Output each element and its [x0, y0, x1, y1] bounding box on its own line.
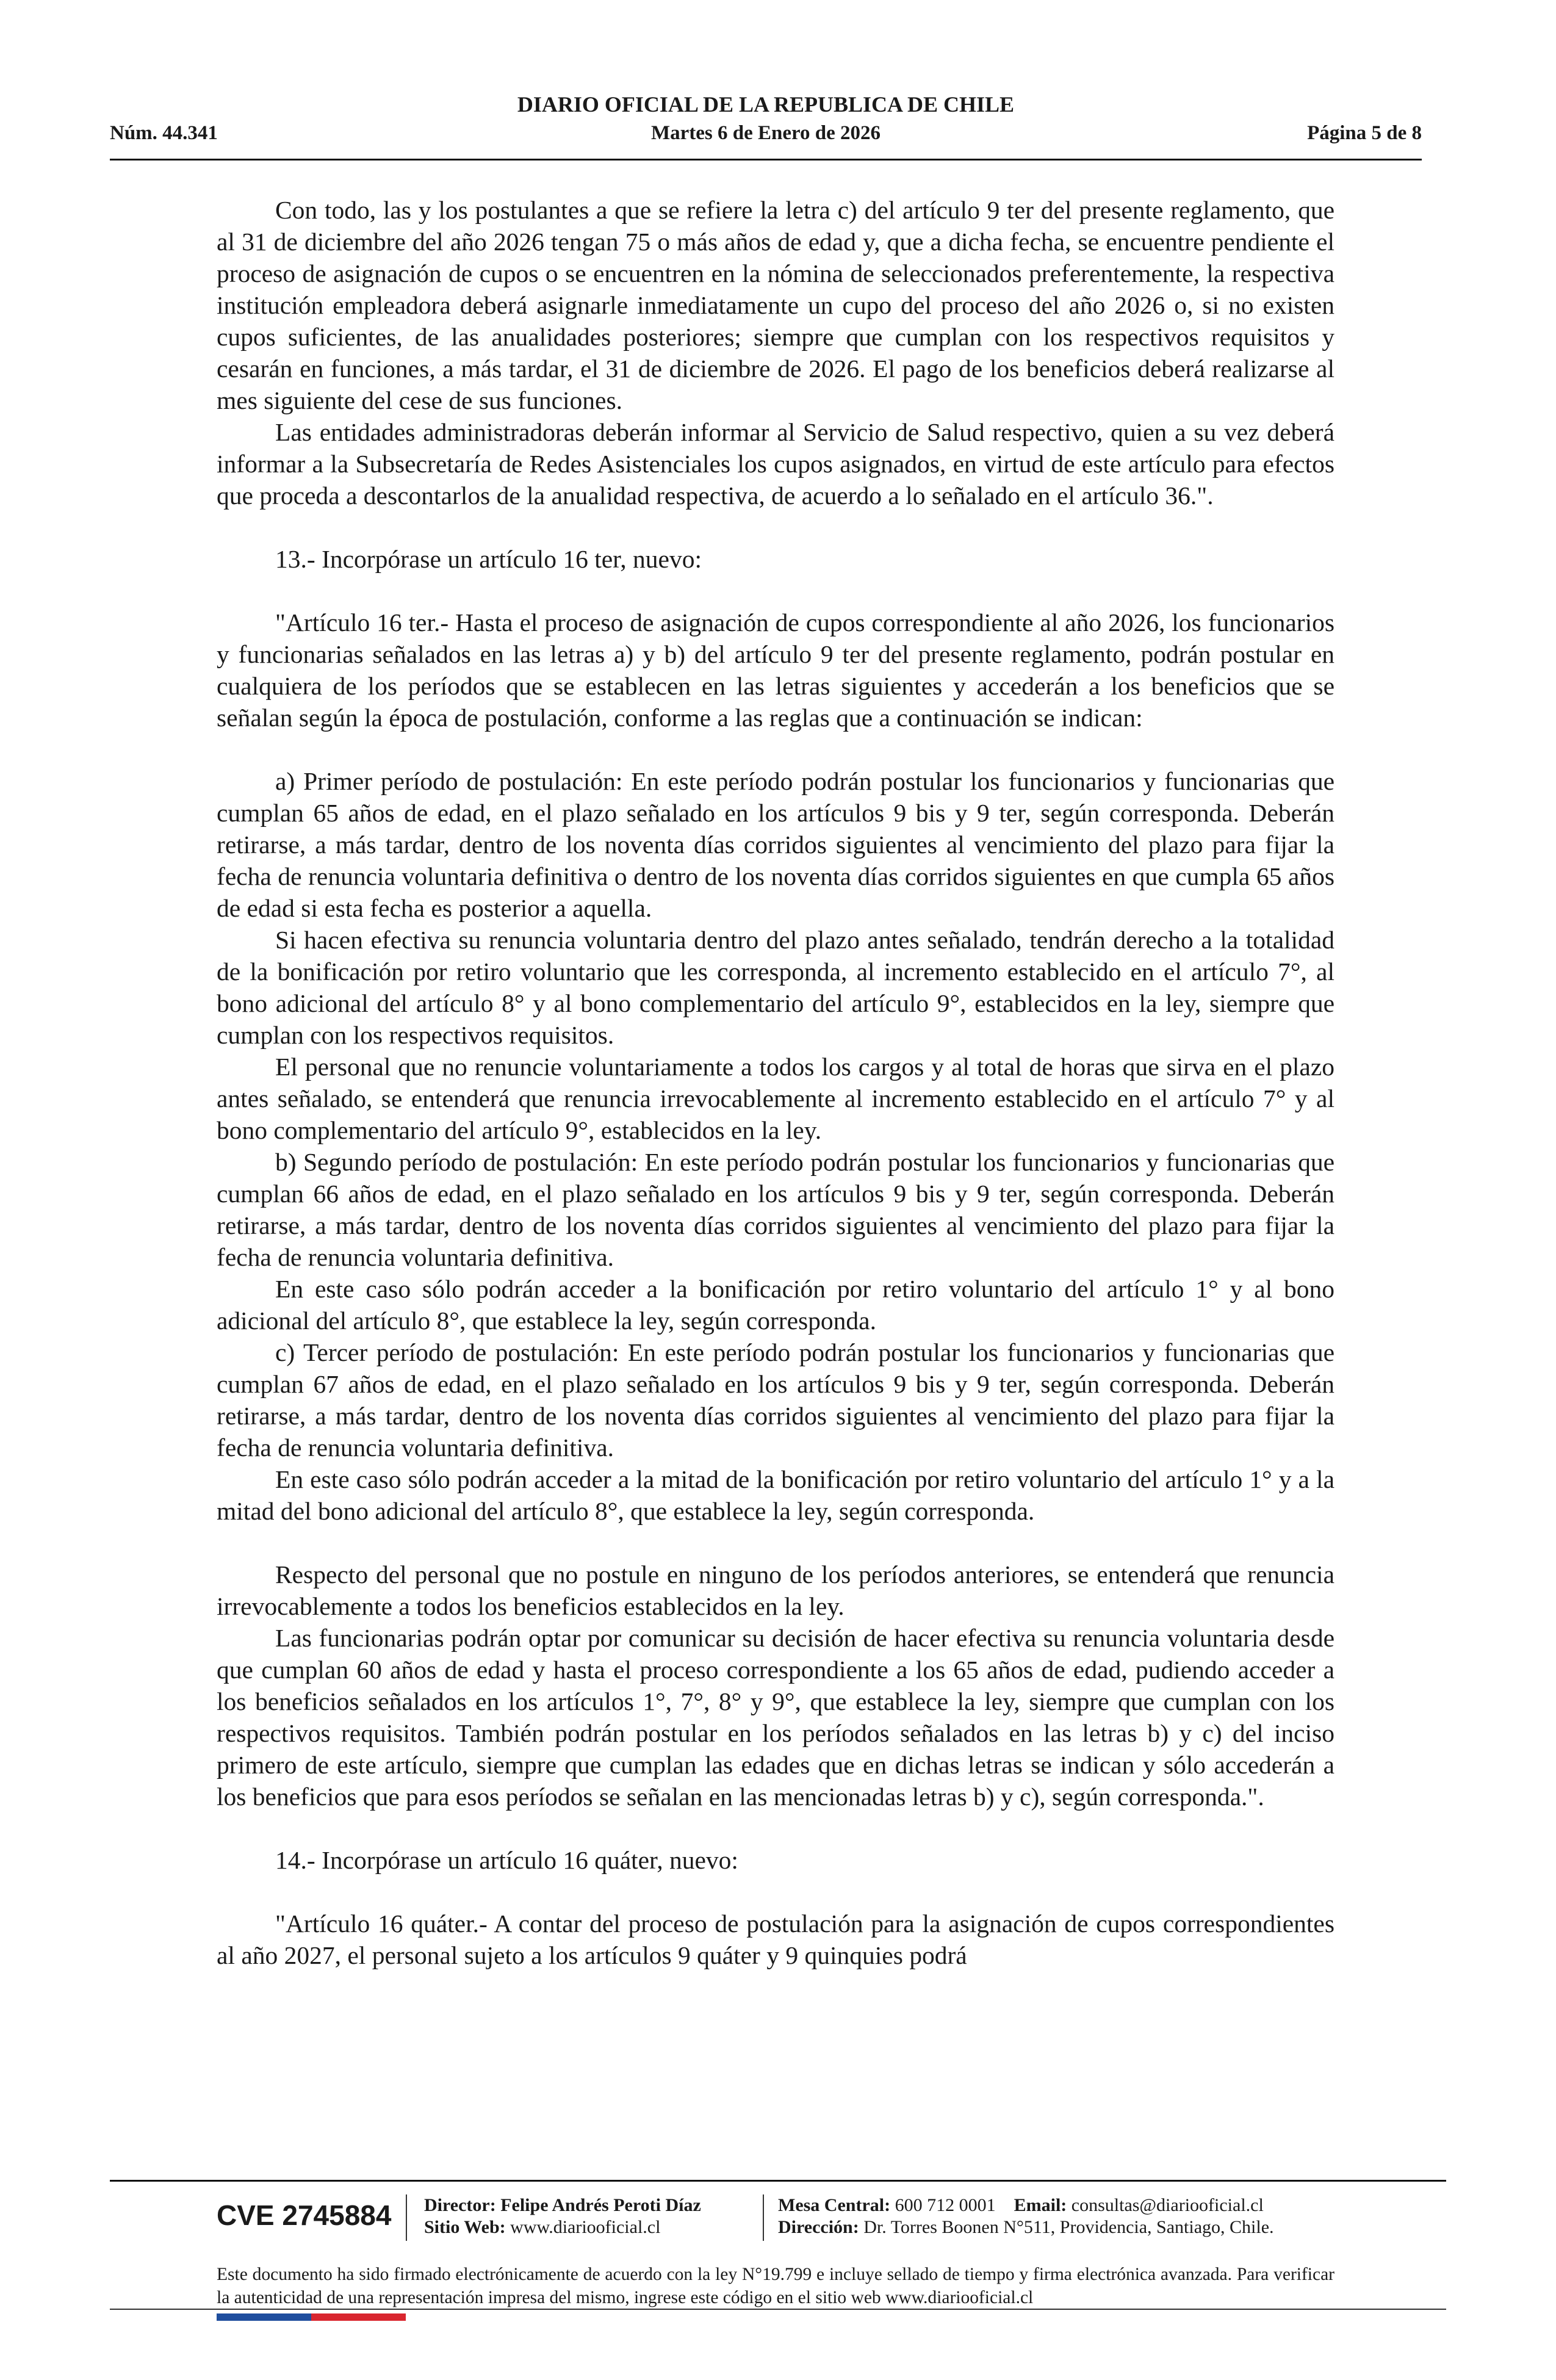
paragraph: Respecto del personal que no postule en ninguno de los períodos anteriores, se entenderá que renuncia irrevocablemente a todos los beneficios establecidos en la ley.	[217, 1560, 1334, 1620]
phone-number: 600 712 0001	[895, 2195, 996, 2215]
page-header	[110, 92, 1422, 160]
director-block	[424, 2194, 701, 2238]
paragraph: Con todo, las y los postulantes a que se refiere la letra c) del artículo 9 ter del presente reglamento, que al 31 de diciembre del año 2026 tengan 75 o más años de edad y, que a dicha fecha, se encuentre pendiente el proceso de asignación de cupos o se encuentren en la nómina de seleccionados preferentemente, la respectiva institución empleadora deberá asignarle inmediatamente un cupo del proceso del año 2026 o, si no existen cupos suficientes, de las anualidades posteriores; siempre que cumplan con los respectivos requisitos y cesarán en funciones, a más tardar, el 31 de diciembre de 2026. El pago de los beneficios deberá realizarse al mes siguiente del cese de sus funciones.	[217, 196, 1334, 414]
director-name: Felipe Andrés Peroti Díaz	[500, 2195, 701, 2215]
paragraph: Si hacen efectiva su renuncia voluntaria dentro del plazo antes señalado, tendrán derecho a la totalidad de la bonificación por retiro voluntario que les corresponda, al incremento establecido en el artículo 7°, al bono adicional del artículo 8° y al bono complementario del artículo 9°, establecidos en la ley, siempre que cumplan con los respectivos requisitos.	[217, 926, 1334, 1049]
director-label: Director:	[424, 2195, 496, 2215]
email-link[interactable]: consultas@diariooficial.cl	[1071, 2195, 1264, 2215]
paragraph: En este caso sólo podrán acceder a la mitad de la bonificación por retiro voluntario del artículo 1° y a la mitad del bono adicional del artículo 8°, que establece la ley, según corresponda.	[217, 1465, 1334, 1525]
document-body	[217, 194, 1334, 1971]
contact-block	[778, 2194, 1274, 2238]
paragraph: c) Tercer período de postulación: En este período podrán postular los funcionarios y funcionarias que cumplan 67 años de edad, en el plazo señalado en los artículos 9 bis y 9 ter, según corresponda. Deberán retirarse, a más tardar, dentro de los noventa días corridos siguientes al vencimiento del plazo para fijar la fecha de renuncia voluntaria definitiva.	[217, 1338, 1334, 1462]
website-label: Sitio Web:	[424, 2217, 506, 2237]
address-label: Dirección:	[778, 2217, 859, 2237]
paragraph: 14.- Incorpórase un artículo 16 quáter, nuevo:	[275, 1846, 738, 1874]
address-text: Dr. Torres Boonen N°511, Providencia, Santiago, Chile.	[863, 2217, 1274, 2237]
paragraph: a) Primer período de postulación: En este período podrán postular los funcionarios y funcionarias que cumplan 65 años de edad, en el plazo señalado en los artículos 9 bis y 9 ter, según corresponda. Deberán retirarse, a más tardar, dentro de los noventa días corridos siguientes al vencimiento del plazo para fijar la fecha de renuncia voluntaria definitiva o dentro de los noventa días corridos siguientes en que cumpla 65 años de edad si esta fecha es posterior a aquella.	[217, 767, 1334, 922]
website-link[interactable]: www.diariooficial.cl	[510, 2217, 661, 2237]
paragraph: El personal que no renuncie voluntariamente a todos los cargos y al total de horas que sirva en el plazo antes señalado, se entenderá que renuncia irrevocablemente al incremento establecido en el artículo 7° y al bono complementario del artículo 9°, establecidos en la ley.	[217, 1053, 1334, 1144]
flag-stripe	[217, 2313, 406, 2321]
flag-stripe-blue	[217, 2313, 311, 2321]
legal-note: Este documento ha sido firmado electrónicamente de acuerdo con la ley N°19.799 e incluye sellado de tiempo y firma electrónica avanzada. Para verificar la autenticidad de una representación impresa del mismo, ingrese este código en el sitio web www.diariooficial.cl	[217, 2265, 1334, 2307]
paragraph: En este caso sólo podrán acceder a la bonificación por retiro voluntario del artículo 1° y al bono adicional del artículo 8°, que establece la ley, según corresponda.	[217, 1275, 1334, 1335]
paragraph: "Artículo 16 quáter.- A contar del proceso de postulación para la asignación de cupos correspondientes al año 2027, el personal sujeto a los artículos 9 quáter y 9 quinquies podrá	[217, 1909, 1334, 1969]
paragraph: b) Segundo período de postulación: En este período podrán postular los funcionarios y funcionarias que cumplan 66 años de edad, en el plazo señalado en los artículos 9 bis y 9 ter, según corresponda. Deberán retirarse, a más tardar, dentro de los noventa días corridos siguientes al vencimiento del plazo para fijar la fecha de renuncia voluntaria definitiva.	[217, 1148, 1334, 1271]
footer-separator	[406, 2194, 407, 2241]
paragraph: 13.- Incorpórase un artículo 16 ter, nuevo:	[275, 545, 702, 573]
paragraph: "Artículo 16 ter.- Hasta el proceso de asignación de cupos correspondiente al año 2026, los funcionarios y funcionarias señalados en las letras a) y b) del artículo 9 ter del presente reglamento, podrán postular en cualquiera de los períodos que se establecen en las letras siguientes y accederán a los beneficios que se señalan según la época de postulación, conforme a las reglas que a continuación se indican:	[217, 608, 1334, 732]
flag-stripe-red	[311, 2313, 406, 2321]
page-indicator: Página 5 de 8	[1307, 122, 1422, 144]
page-footer	[217, 2191, 1334, 2246]
issue-date: Martes 6 de Enero de 2026	[650, 122, 881, 144]
newspaper-title: DIARIO OFICIAL DE LA REPUBLICA DE CHILE	[517, 92, 1015, 117]
phone-label: Mesa Central:	[778, 2195, 891, 2215]
paragraph: Las funcionarias podrán optar por comunicar su decisión de hacer efectiva su renuncia voluntaria desde que cumplan 60 años de edad y hasta el proceso correspondiente a los 65 años de edad, pudiendo acceder a los beneficios señalados en los artículos 1°, 7°, 8° y 9°, que establece la ley, siempre que cumplan con los respectivos requisitos. También podrán postular en los períodos señalados en las letras b) y c) del inciso primero de este artículo, siempre que cumplan las edades que en dichas letras se indican y sólo accederán a los beneficios que para esos períodos se señalan en las mencionadas letras b) y c), según corresponda.".	[217, 1624, 1334, 1811]
legal-divider	[110, 2309, 1446, 2310]
issue-number: Núm. 44.341	[110, 122, 218, 144]
paragraph: Las entidades administradoras deberán informar al Servicio de Salud respectivo, quien a su vez deberá informar a la Subsecretaría de Redes Asistenciales los cupos asignados, en virtud de este artículo para efectos que proceda a descontarlos de la anualidad respectiva, de acuerdo a lo señalado en el artículo 36.".	[217, 418, 1334, 510]
footer-divider	[110, 2180, 1446, 2182]
email-label: Email:	[1014, 2195, 1067, 2215]
footer-separator	[763, 2194, 764, 2241]
cve-code: CVE 2745884	[217, 2199, 392, 2231]
